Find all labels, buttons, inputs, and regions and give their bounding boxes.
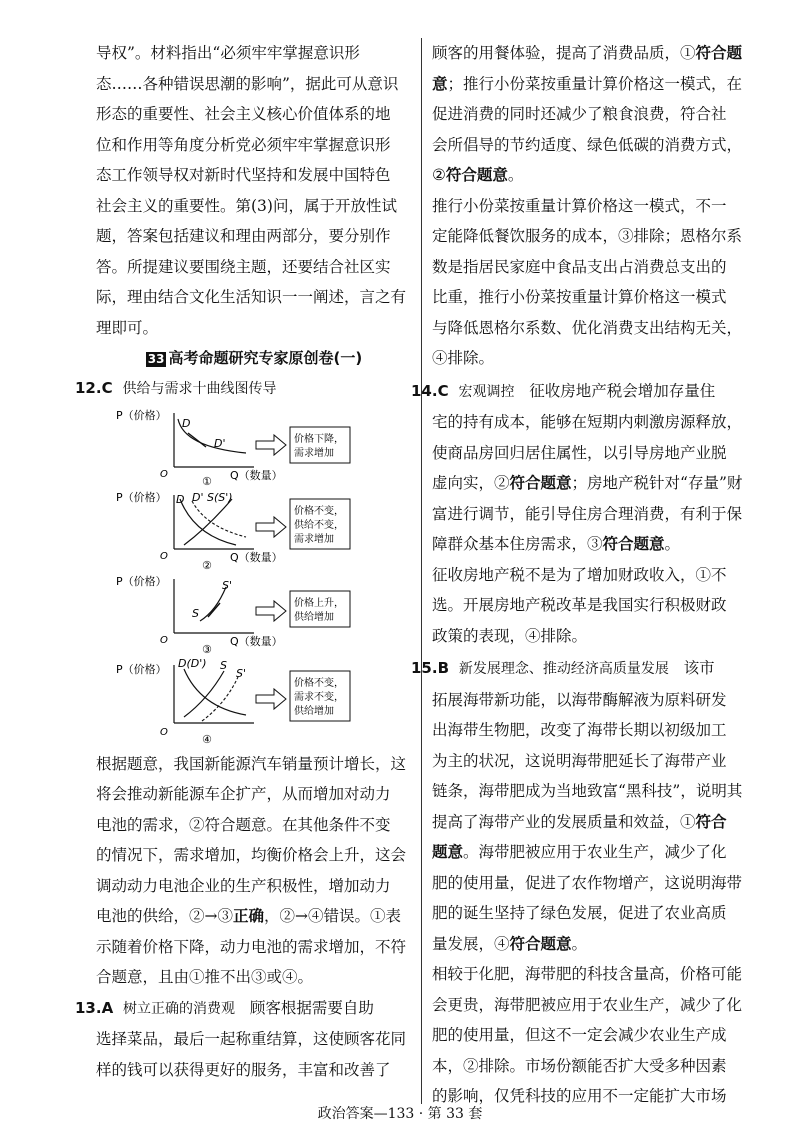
text-segment: 。海带肥被应用于农业生产，减少了化 (463, 843, 727, 861)
result-line: 供给不变， (294, 519, 344, 531)
result-line: 价格下降， (294, 433, 344, 445)
curve-label: D (176, 492, 185, 506)
answer-emphasis: 意 (432, 73, 448, 93)
text-line: 电池的需求，②符合题意。在其他条件不变 (96, 815, 391, 834)
text-line: 为主的状况，这说明海带肥延长了海带产业 (432, 751, 727, 770)
text-line: 出海带生物肥，改变了海带长期以初级加工 (432, 721, 727, 739)
text-line: 会所倡导的节约适度、绿色低碳的消费方式， (432, 135, 743, 154)
text-line: 的情况下，需求增加，均衡价格会上升，这会 (96, 846, 407, 864)
result-line: 价格不变， (294, 505, 344, 517)
result-line: 供给增加 (294, 705, 334, 717)
text-line: 会更贵，海带肥被应用于农业生产，减少了化 (432, 995, 743, 1014)
intro-paragraph (96, 38, 412, 343)
left-column (75, 38, 412, 1085)
text-line: 的影响，仅凭科技的应用不一定能扩大市场 (432, 1087, 727, 1105)
text-line: 肥的使用量，促进了农作物增产，这说明海带 (432, 873, 743, 892)
text-line: 社会主义的重要性。第(3)问，属于开放性试 (96, 196, 397, 215)
text-line: 使商品房回归居住属性，以引导房地产业脱 (432, 443, 727, 462)
movement-arrow (188, 433, 206, 447)
text-line (96, 901, 412, 932)
result-line: 需求增加 (294, 533, 334, 545)
graph-xlabel: Q（数量） (230, 468, 283, 482)
text-line (432, 837, 750, 868)
section-number: 33 (147, 352, 165, 366)
text-segment: 。 (664, 535, 681, 553)
text-line: 定能降低餐饮服务的成本，③排除；恩格尔系 (432, 227, 743, 245)
result-line: 价格不变， (294, 677, 344, 689)
graph-2 (96, 487, 412, 571)
text-line: 富进行调节，能引导住房合理消费，有利于保 (432, 504, 743, 523)
text-segment: 电池的供给，②→③ (96, 907, 233, 925)
text-line: 推行小份菜按重量计算价格这一模式，不一 (432, 196, 727, 215)
text-line: 理即可。 (96, 318, 159, 337)
text-line (432, 529, 750, 560)
graph-xlabel: Q（数量） (230, 550, 283, 564)
text-line: 形态的重要性、社会主义核心价值体系的地 (96, 105, 391, 123)
text-line: 肥的诞生坚持了绿色发展，促进了农业高质 (432, 904, 727, 922)
transmission-arrow (256, 435, 286, 455)
section-heading (96, 343, 412, 373)
answer-emphasis: 符合题 (695, 43, 743, 62)
result-line: 价格上升， (294, 597, 344, 609)
text-line: 本，②排除。市场份额能否扩大受多种因素 (432, 1056, 727, 1075)
question-topic: 供给与需求十曲线图传导 (122, 381, 277, 397)
text-line: 态……各种错误思潮的影响”，据此可从意识 (96, 74, 399, 93)
text-line: 促进消费的同时还减少了粮食浪费，符合社 (432, 105, 727, 123)
result-line: 需求不变， (294, 691, 344, 703)
text-segment: 虚向实，② (432, 474, 510, 492)
text-line (432, 69, 750, 100)
section-title: 高考命题研究专家原创卷(一) (168, 349, 363, 367)
graph-3 (96, 571, 412, 655)
text-line: 与降低恩格尔系数、优化消费支出结构无关， (432, 318, 743, 337)
text-line: 征收房地产税不是为了增加财政收入，①不 (432, 565, 727, 584)
graph-origin: O (160, 634, 168, 646)
answer-emphasis: 正确 (233, 906, 265, 925)
text-segment: 顾客的用餐体验，提高了消费品质，① (432, 44, 696, 62)
question-15-heading (411, 653, 750, 685)
answer-emphasis: 题意 (432, 842, 464, 861)
right-column (411, 38, 750, 1112)
text-line: 答。所提建议要围绕主题，还要结合社区实 (96, 257, 391, 276)
text-line: 示随着价格下降，动力电池的需求增加，不符 (96, 937, 407, 956)
text-segment: ② (432, 166, 446, 184)
question-topic: 新发展理念、推动经济高质量发展 (458, 661, 669, 677)
curve-s (184, 671, 224, 717)
text-segment: 量发展，④ (432, 934, 510, 953)
curve-s (184, 499, 232, 545)
answer-emphasis: 符合题意 (445, 165, 508, 184)
curve-d (180, 499, 236, 545)
text-line: 题，答案包括建议和理由两部分，要分别作 (96, 227, 391, 245)
text-line: 根据题意，我国新能源汽车销量预计增长，这 (96, 754, 407, 773)
text-line: 位和作用等角度分析党必须牢牢掌握意识形 (96, 135, 391, 154)
text-line (432, 929, 750, 960)
curve-label: D(D') (178, 656, 207, 670)
text-line: 比重，推行小份菜按重量计算价格这一模式 (432, 288, 727, 306)
question-topic: 树立正确的消费观 (123, 1000, 236, 1017)
page-footer: 政治答案—133 · 第 33 套 (317, 1106, 483, 1122)
text-segment: 障群众基本住房需求，③ (432, 535, 603, 553)
transmission-arrow (256, 689, 286, 709)
question-topic: 宏观调控 (458, 383, 515, 400)
graph-number: ① (202, 474, 212, 487)
text-segment: ；推行小份菜按重量计算价格这一模式，在 (447, 74, 743, 93)
graph-origin: O (160, 468, 168, 480)
text-line (432, 807, 750, 838)
graph-origin: O (160, 726, 168, 738)
text-segment: 。 (571, 934, 588, 953)
result-line: 供给增加 (294, 611, 334, 623)
text-line (432, 160, 750, 191)
text-segment: 提高了海带产业的发展质量和效益，① (432, 812, 696, 831)
curve-label: S (220, 658, 227, 672)
question-number: 14.C (411, 381, 449, 400)
question-12-heading (75, 373, 412, 405)
text-segment: 。 (507, 166, 524, 184)
graph-1 (96, 405, 412, 487)
graph-origin: O (160, 550, 168, 562)
text-line: 链条，海带肥成为当地致富“黑科技”，说明其 (432, 782, 743, 800)
transmission-arrow (256, 517, 286, 537)
movement-arrow (208, 603, 220, 617)
text-line: 导权”。材料指出“必须牢牢掌握意识形 (96, 44, 360, 62)
graph-ylabel: P（价格） (116, 490, 167, 504)
question-number: 13.A (75, 998, 114, 1017)
text-line: 调动动力电池企业的生产积极性，增加动力 (96, 876, 391, 895)
answer-emphasis: 符合题意 (509, 933, 572, 953)
text-line: 选。开展房地产税改革是我国实行积极财政 (432, 596, 727, 614)
graph-xlabel: Q（数量） (230, 634, 283, 648)
question-number: 15.B (411, 659, 450, 677)
curve-s (200, 587, 226, 621)
text-line: 宅的持有成本，能够在短期内刺激房源释放， (432, 413, 743, 431)
curve-label: S (192, 606, 199, 620)
text-line: 政策的表现，④排除。 (432, 626, 588, 645)
text-line: 拓展海带新功能，以海带酶解液为原料研发 (432, 690, 727, 709)
text-line: 合题意，且由①推不出③或④。 (96, 968, 314, 986)
text-line (432, 468, 750, 499)
question-13-heading (75, 993, 412, 1025)
text-segment: ，②→④错误。①表 (264, 907, 402, 925)
curve-label: D (182, 416, 191, 430)
answer-emphasis: 符合 (695, 811, 727, 831)
text-segment: ；房地产税针对“存量”财 (571, 474, 743, 492)
text-line: 态工作领导权对新时代坚持和发展中国特色 (96, 166, 391, 184)
curve-label: D' (214, 436, 226, 450)
curve-label: D' S(S') (192, 490, 233, 504)
text-segment: 顾客根据需要自助 (249, 998, 374, 1017)
graph-number: ③ (202, 642, 212, 655)
curve-label: S' (222, 578, 233, 592)
question-14-heading (411, 376, 750, 408)
text-line: 相较于化肥，海带肥的科技含量高，价格可能 (432, 965, 743, 983)
question-number: 12.C (75, 379, 113, 397)
graph-number: ② (202, 558, 212, 571)
text-line: 选择菜品，最后一起称重结算，这使顾客花同 (96, 1030, 407, 1048)
graph-ylabel: P（价格） (116, 662, 167, 676)
text-line: 际，理由结合文化生活知识一一阐述，言之有 (96, 288, 407, 306)
graph-number: ④ (202, 732, 212, 745)
graph-ylabel: P（价格） (116, 574, 167, 588)
curve-label: S' (236, 666, 247, 680)
graph-4 (96, 655, 412, 745)
graph-ylabel: P（价格） (116, 408, 167, 422)
text-line (432, 38, 750, 69)
text-line: 将会推动新能源车企扩产，从而增加对动力 (96, 785, 391, 803)
text-line: 数是指居民家庭中食品支出占消费总支出的 (432, 257, 727, 276)
column-divider (421, 38, 422, 1104)
text-segment: 征收房地产税会增加存量住 (529, 381, 716, 400)
text-segment: 该市 (683, 659, 715, 677)
text-line: 样的钱可以获得更好的服务，丰富和改善了 (96, 1060, 391, 1079)
text-line: 肥的使用量，但这不一定会减少农业生产成 (432, 1026, 727, 1044)
result-line: 需求增加 (294, 447, 334, 459)
text-line: ④排除。 (432, 349, 495, 367)
question-12-explanation (96, 749, 412, 993)
answer-emphasis: 符合题意 (602, 534, 665, 553)
answer-emphasis: 符合题意 (509, 473, 572, 492)
transmission-arrow (256, 601, 286, 621)
